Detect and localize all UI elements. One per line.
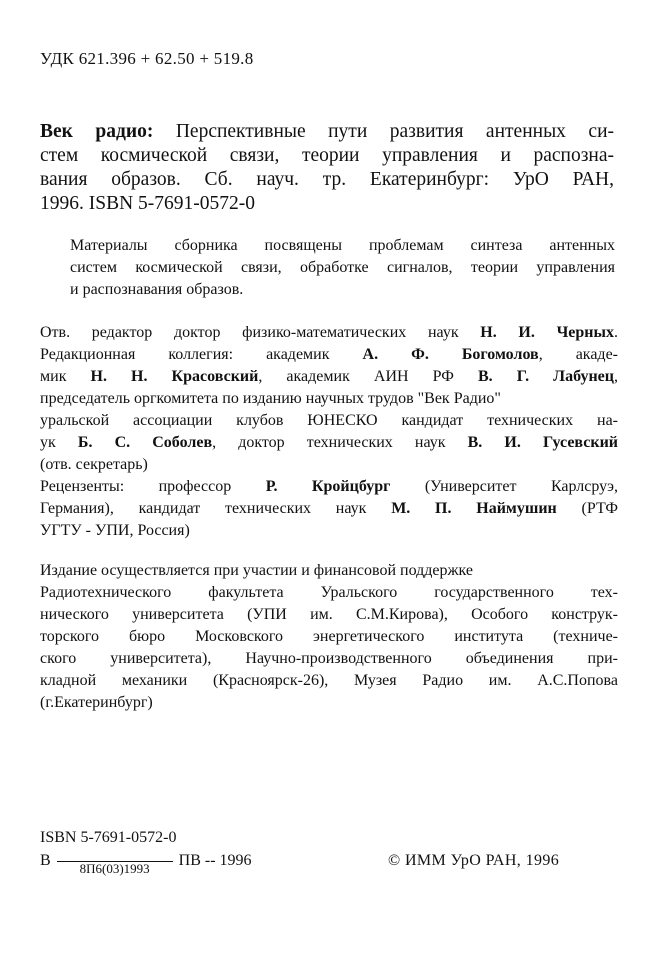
editors-line-4: председатель оргкомитета по изданию научных трудов "Век Радио" <box>40 390 501 407</box>
isbn: ISBN 5-7691-0572-0 <box>40 829 177 846</box>
board-label: Редакционная коллегия: академик <box>40 346 330 363</box>
publication-line-3: нического университета (УПИ им. С.М.Кирова), Особого конструк- <box>40 606 618 623</box>
materials-line-3: и распознавания образов. <box>70 281 244 298</box>
board-member-2: Н. Н. Красовский <box>90 368 259 385</box>
publication-line-1: Издание осуществляется при участии и финансовой поддержке <box>40 562 474 579</box>
publication-line-7: (г.Екатеринбург) <box>40 694 153 711</box>
copyright: © ИММ УрО РАН, 1996 <box>388 852 560 869</box>
publication-line-2: Радиотехнического факультета Уральского государственного тех- <box>40 584 618 601</box>
materials-line-1: Материалы сборника посвящены проблемам синтеза антенных <box>70 237 615 254</box>
editors-line-5: уральской ассоциации клубов ЮНЕСКО кандидат технических на- <box>40 412 618 429</box>
chief-editor-name: Н. И. Черных <box>480 324 615 341</box>
materials-line-2: систем космической связи, обработке сигналов, теории управления <box>70 259 615 276</box>
annotation-line-4: 1996. ISBN 5-7691-0572-0 <box>40 193 256 214</box>
bibliographic-code <box>40 852 252 876</box>
reviewer-1: Р. Кройцбург <box>265 478 391 495</box>
code-denominator: 8П6(03)1993 <box>79 861 150 876</box>
chief-editor-label: Отв. редактор доктор физико-математических наук <box>40 324 459 341</box>
code-pv: ПВ -- 1996 <box>178 852 252 869</box>
editors-line-7: (отв. секретарь) <box>40 456 148 473</box>
board-member-3: В. Г. Лабунец <box>477 368 614 385</box>
executive-secretary: В. И. Гусевский <box>467 434 619 451</box>
udc-code: УДК 621.396 + 62.50 + 519.8 <box>40 49 254 68</box>
annotation-line-1: Перспективные пути развития антенных си- <box>175 121 614 142</box>
code-letter: В <box>40 852 51 869</box>
reviewer-2: М. П. Наймушин <box>391 500 557 517</box>
reviewers-label: Рецензенты: профессор <box>40 478 232 495</box>
editors-line-10: УГТУ - УПИ, Россия) <box>40 522 190 539</box>
publication-line-6: кладной механики (Красноярск-26), Музея Радио им. А.С.Попова <box>40 672 618 689</box>
annotation-line-3: вания образов. Сб. науч. тр. Екатеринбург: УрО РАН, <box>40 169 614 190</box>
board-member-4: Б. С. Соболев <box>77 434 213 451</box>
board-member-1: А. Ф. Богомолов <box>362 346 539 363</box>
book-title: Век радио: <box>40 121 154 142</box>
annotation-line-2: стем космической связи, теории управления и распозна- <box>40 145 614 166</box>
publication-line-4: торского бюро Московского энергетического института (техниче- <box>40 628 618 645</box>
publication-line-5: ского университета), Научно-производственного объединения при- <box>40 650 618 667</box>
